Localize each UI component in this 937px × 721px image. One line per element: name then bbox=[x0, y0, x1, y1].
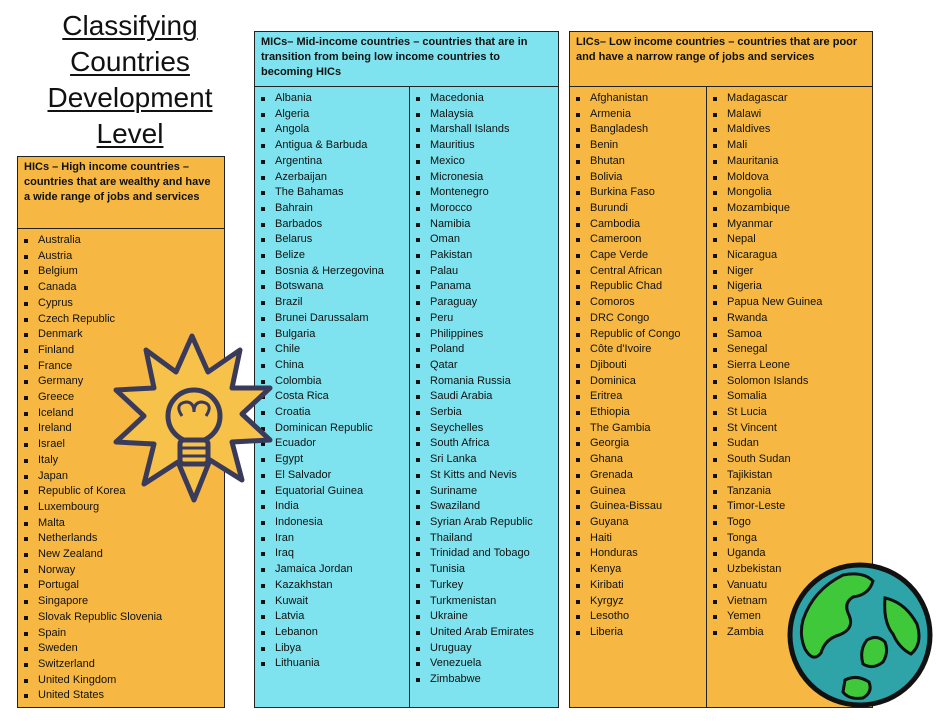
country-item: Croatia bbox=[255, 405, 409, 421]
country-item: Bhutan bbox=[570, 154, 706, 170]
country-item: Australia bbox=[18, 233, 224, 249]
country-item: Burkina Faso bbox=[570, 185, 706, 201]
country-item: Republic of Congo bbox=[570, 327, 706, 343]
country-item: Mexico bbox=[410, 154, 558, 170]
country-item: Brunei Darussalam bbox=[255, 311, 409, 327]
country-item: Solomon Islands bbox=[707, 374, 872, 390]
country-item: Guyana bbox=[570, 515, 706, 531]
country-item: Qatar bbox=[410, 358, 558, 374]
mic-country-list-2 bbox=[410, 91, 558, 688]
country-item: Lesotho bbox=[570, 609, 706, 625]
country-item: Turkey bbox=[410, 578, 558, 594]
country-item: Slovak Republic Slovenia bbox=[18, 610, 224, 626]
country-item: Belgium bbox=[18, 264, 224, 280]
country-item: Togo bbox=[707, 515, 872, 531]
country-item: Netherlands bbox=[18, 531, 224, 547]
country-item: Kenya bbox=[570, 562, 706, 578]
country-item: South Sudan bbox=[707, 452, 872, 468]
country-item: Cape Verde bbox=[570, 248, 706, 264]
country-item: Haiti bbox=[570, 531, 706, 547]
title-line: Development bbox=[47, 82, 213, 113]
country-item: Myanmar bbox=[707, 217, 872, 233]
country-item: Brazil bbox=[255, 295, 409, 311]
country-item: Kazakhstan bbox=[255, 578, 409, 594]
country-item: Iceland bbox=[18, 406, 224, 422]
country-item: Kiribati bbox=[570, 578, 706, 594]
country-item: Montenegro bbox=[410, 185, 558, 201]
country-item: Angola bbox=[255, 122, 409, 138]
country-item: Madagascar bbox=[707, 91, 872, 107]
country-item: Tunisia bbox=[410, 562, 558, 578]
country-item: St Lucia bbox=[707, 405, 872, 421]
country-item: Jamaica Jordan bbox=[255, 562, 409, 578]
lic-country-list-2 bbox=[707, 91, 872, 641]
country-item: Benin bbox=[570, 138, 706, 154]
country-item: Samoa bbox=[707, 327, 872, 343]
country-item: Djibouti bbox=[570, 358, 706, 374]
country-item: Austria bbox=[18, 249, 224, 265]
lic-list-column-1 bbox=[570, 87, 706, 707]
country-item: Lebanon bbox=[255, 625, 409, 641]
country-item: Thailand bbox=[410, 531, 558, 547]
lightbulb-icon bbox=[110, 332, 275, 507]
country-item: Turkmenistan bbox=[410, 594, 558, 610]
country-item: Portugal bbox=[18, 578, 224, 594]
country-item: Cambodia bbox=[570, 217, 706, 233]
country-item: Syrian Arab Republic bbox=[410, 515, 558, 531]
country-item: Burundi bbox=[570, 201, 706, 217]
country-item: St Kitts and Nevis bbox=[410, 468, 558, 484]
country-item: Venezuela bbox=[410, 656, 558, 672]
country-item: Somalia bbox=[707, 389, 872, 405]
country-item: Bangladesh bbox=[570, 122, 706, 138]
country-item: Sri Lanka bbox=[410, 452, 558, 468]
country-item: Tajikistan bbox=[707, 468, 872, 484]
country-item: Comoros bbox=[570, 295, 706, 311]
country-item: Bolivia bbox=[570, 170, 706, 186]
country-item: Papua New Guinea bbox=[707, 295, 872, 311]
country-item: Greece bbox=[18, 390, 224, 406]
country-item: Armenia bbox=[570, 107, 706, 123]
country-item: South Africa bbox=[410, 436, 558, 452]
country-item: Norway bbox=[18, 563, 224, 579]
country-item: Ukraine bbox=[410, 609, 558, 625]
country-item: Iraq bbox=[255, 546, 409, 562]
country-item: Poland bbox=[410, 342, 558, 358]
country-item: Afghanistan bbox=[570, 91, 706, 107]
country-item: Singapore bbox=[18, 594, 224, 610]
country-item: United States bbox=[18, 688, 224, 704]
country-item: Bahrain bbox=[255, 201, 409, 217]
country-item: Serbia bbox=[410, 405, 558, 421]
country-item: Sweden bbox=[18, 641, 224, 657]
country-item: Nicaragua bbox=[707, 248, 872, 264]
country-item: Morocco bbox=[410, 201, 558, 217]
country-item: Uruguay bbox=[410, 641, 558, 657]
country-item: Vietnam bbox=[707, 594, 872, 610]
country-item: Swaziland bbox=[410, 499, 558, 515]
country-item: Nepal bbox=[707, 232, 872, 248]
country-item: Zimbabwe bbox=[410, 672, 558, 688]
country-item: Botswana bbox=[255, 279, 409, 295]
hic-header: HICs – High income countries – countries that are wealthy and have a wide range of jobs and services bbox=[18, 157, 224, 229]
country-item: Ecuador bbox=[255, 436, 409, 452]
country-item: Philippines bbox=[410, 327, 558, 343]
country-item: Oman bbox=[410, 232, 558, 248]
country-item: The Bahamas bbox=[255, 185, 409, 201]
country-item: Pakistan bbox=[410, 248, 558, 264]
country-item: Switzerland bbox=[18, 657, 224, 673]
country-item: Romania Russia bbox=[410, 374, 558, 390]
country-item: Belize bbox=[255, 248, 409, 264]
country-item: Timor-Leste bbox=[707, 499, 872, 515]
country-item: Cameroon bbox=[570, 232, 706, 248]
country-item: Côte d'Ivoire bbox=[570, 342, 706, 358]
title-line: Classifying bbox=[62, 10, 198, 41]
country-item: Belarus bbox=[255, 232, 409, 248]
country-item: New Zealand bbox=[18, 547, 224, 563]
country-item: Eritrea bbox=[570, 389, 706, 405]
country-item: Central African bbox=[570, 264, 706, 280]
country-item: Honduras bbox=[570, 546, 706, 562]
country-item: Japan bbox=[18, 469, 224, 485]
country-item: Denmark bbox=[18, 327, 224, 343]
country-item: Marshall Islands bbox=[410, 122, 558, 138]
country-item: Chile bbox=[255, 342, 409, 358]
country-item: Niger bbox=[707, 264, 872, 280]
country-item: Malta bbox=[18, 516, 224, 532]
country-item: Rwanda bbox=[707, 311, 872, 327]
country-item: Sierra Leone bbox=[707, 358, 872, 374]
country-item: Mauritania bbox=[707, 154, 872, 170]
country-item: Cyprus bbox=[18, 296, 224, 312]
country-item: Vanuatu bbox=[707, 578, 872, 594]
country-item: China bbox=[255, 358, 409, 374]
country-item: Algeria bbox=[255, 107, 409, 123]
globe-icon bbox=[785, 560, 935, 710]
country-item: Tanzania bbox=[707, 484, 872, 500]
country-item: The Gambia bbox=[570, 421, 706, 437]
country-item: Barbados bbox=[255, 217, 409, 233]
country-item: Saudi Arabia bbox=[410, 389, 558, 405]
country-item: Egypt bbox=[255, 452, 409, 468]
country-item: Republic of Korea bbox=[18, 484, 224, 500]
page-title bbox=[10, 8, 250, 152]
country-item: Malaysia bbox=[410, 107, 558, 123]
country-item: Dominica bbox=[570, 374, 706, 390]
country-item: Namibia bbox=[410, 217, 558, 233]
country-item: Czech Republic bbox=[18, 312, 224, 328]
country-item: Spain bbox=[18, 626, 224, 642]
country-item: Palau bbox=[410, 264, 558, 280]
lic-country-list-1 bbox=[570, 91, 706, 641]
country-item: Kyrgyz bbox=[570, 594, 706, 610]
country-item: Mauritius bbox=[410, 138, 558, 154]
country-item: Mozambique bbox=[707, 201, 872, 217]
country-item: Equatorial Guinea bbox=[255, 484, 409, 500]
country-item: Seychelles bbox=[410, 421, 558, 437]
mic-list-column-1 bbox=[255, 87, 409, 707]
country-item: Suriname bbox=[410, 484, 558, 500]
country-item: Georgia bbox=[570, 436, 706, 452]
country-item: Peru bbox=[410, 311, 558, 327]
country-item: Micronesia bbox=[410, 170, 558, 186]
country-item: Italy bbox=[18, 453, 224, 469]
country-item: Canada bbox=[18, 280, 224, 296]
lic-header: LICs– Low income countries – countries that are poor and have a narrow range of jobs and services bbox=[570, 32, 872, 87]
country-item: Nigeria bbox=[707, 279, 872, 295]
country-item: Kuwait bbox=[255, 594, 409, 610]
country-item: Argentina bbox=[255, 154, 409, 170]
country-item: Liberia bbox=[570, 625, 706, 641]
country-item: Guinea-Bissau bbox=[570, 499, 706, 515]
country-item: Paraguay bbox=[410, 295, 558, 311]
country-item: Israel bbox=[18, 437, 224, 453]
country-item: Albania bbox=[255, 91, 409, 107]
country-item: Finland bbox=[18, 343, 224, 359]
title-line: Level bbox=[96, 118, 164, 149]
country-item: Maldives bbox=[707, 122, 872, 138]
mic-country-list-1 bbox=[255, 91, 409, 672]
country-item: Lithuania bbox=[255, 656, 409, 672]
country-item: Azerbaijan bbox=[255, 170, 409, 186]
country-item: Ethiopia bbox=[570, 405, 706, 421]
country-item: Malawi bbox=[707, 107, 872, 123]
country-item: Indonesia bbox=[255, 515, 409, 531]
country-item: Guinea bbox=[570, 484, 706, 500]
country-item: Latvia bbox=[255, 609, 409, 625]
title-line: Countries bbox=[70, 46, 190, 77]
country-item: DRC Congo bbox=[570, 311, 706, 327]
country-item: France bbox=[18, 359, 224, 375]
country-item: Grenada bbox=[570, 468, 706, 484]
country-item: Luxembourg bbox=[18, 500, 224, 516]
country-item: Costa Rica bbox=[255, 389, 409, 405]
country-item: Germany bbox=[18, 374, 224, 390]
country-item: Colombia bbox=[255, 374, 409, 390]
country-item: Republic Chad bbox=[570, 279, 706, 295]
country-item: Uganda bbox=[707, 546, 872, 562]
country-item: Tonga bbox=[707, 531, 872, 547]
country-item: Ghana bbox=[570, 452, 706, 468]
mic-list-column-2 bbox=[409, 87, 558, 707]
country-item: Bulgaria bbox=[255, 327, 409, 343]
mic-header: MICs– Mid-income countries – countries that are in transition from being low income countries to becoming HICs bbox=[255, 32, 558, 87]
country-item: Yemen bbox=[707, 609, 872, 625]
country-item: Senegal bbox=[707, 342, 872, 358]
country-item: Ireland bbox=[18, 421, 224, 437]
country-item: St Vincent bbox=[707, 421, 872, 437]
country-item: Bosnia & Herzegovina bbox=[255, 264, 409, 280]
country-item: United Kingdom bbox=[18, 673, 224, 689]
country-item: Zambia bbox=[707, 625, 872, 641]
country-item: Iran bbox=[255, 531, 409, 547]
country-item: Antigua & Barbuda bbox=[255, 138, 409, 154]
country-item: India bbox=[255, 499, 409, 515]
country-item: Sudan bbox=[707, 436, 872, 452]
country-item: Uzbekistan bbox=[707, 562, 872, 578]
country-item: Panama bbox=[410, 279, 558, 295]
country-item: El Salvador bbox=[255, 468, 409, 484]
country-item: Moldova bbox=[707, 170, 872, 186]
country-item: United Arab Emirates bbox=[410, 625, 558, 641]
country-item: Mongolia bbox=[707, 185, 872, 201]
country-item: Trinidad and Tobago bbox=[410, 546, 558, 562]
mic-panel bbox=[254, 31, 559, 708]
country-item: Mali bbox=[707, 138, 872, 154]
country-item: Libya bbox=[255, 641, 409, 657]
country-item: Macedonia bbox=[410, 91, 558, 107]
country-item: Dominican Republic bbox=[255, 421, 409, 437]
